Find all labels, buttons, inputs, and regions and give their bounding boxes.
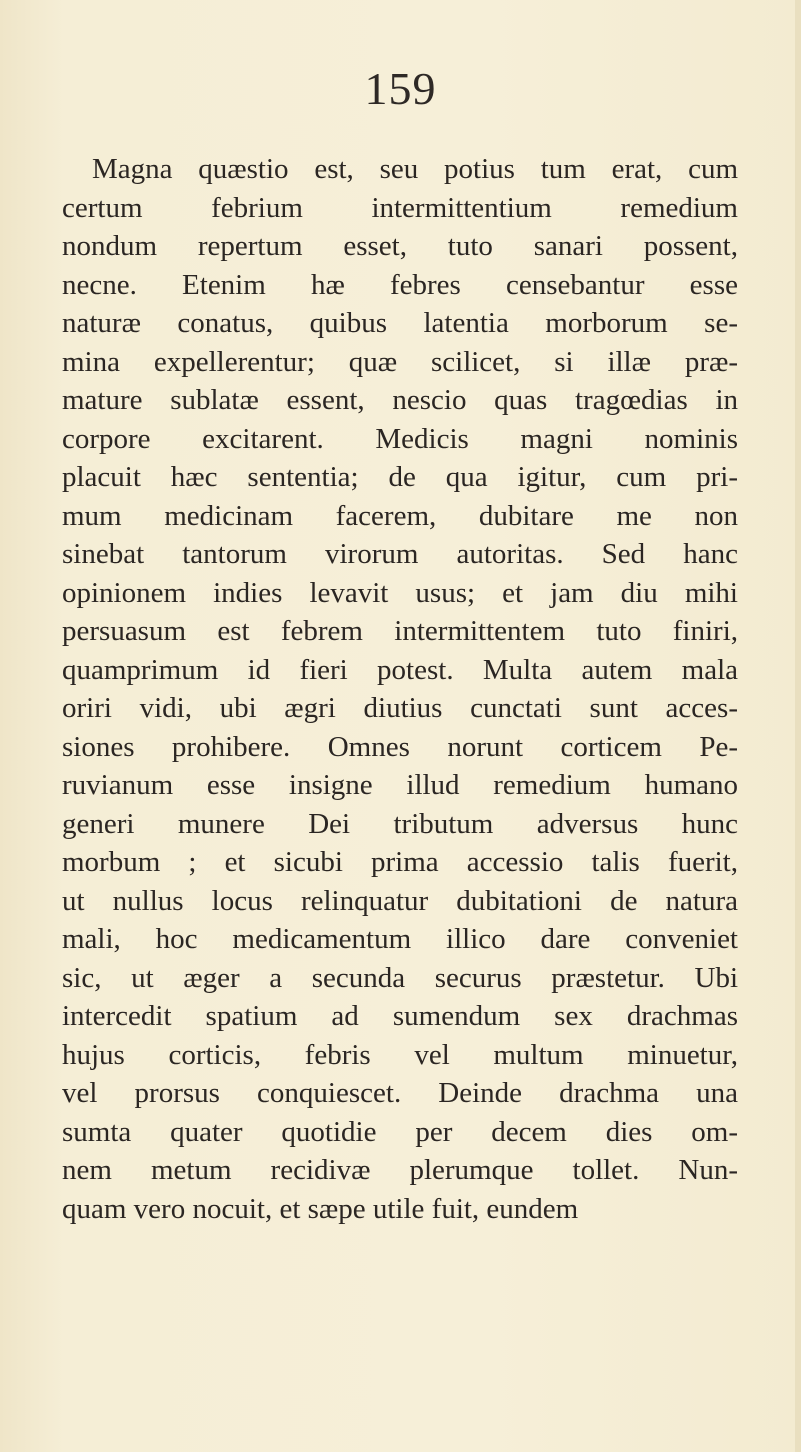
text-line: mum medicinam facerem, dubitare me non [62, 499, 738, 532]
text-line: naturæ conatus, quibus latentia morborum se- [62, 307, 738, 339]
text-line: certum febrium intermittentium remedium [62, 191, 738, 224]
text-line: quamprimum id fieri potest. Multa autem mala [62, 653, 738, 686]
text-line: mina expellerentur; quæ scilicet, si illæ præ- [62, 345, 738, 378]
text-line: sumta quater quotidie per decem dies om- [62, 1115, 738, 1148]
text-line: vel prorsus conquiescet. Deinde drachma una [62, 1077, 738, 1109]
text-line: siones prohibere. Omnes norunt corticem Pe- [62, 730, 738, 763]
text-line: opinionem indies levavit usus; et jam diu mihi [62, 576, 738, 609]
text-line: oriri vidi, ubi ægri diutius cunctati sunt acces- [62, 692, 738, 724]
text-line: ruvianum esse insigne illud remedium humano [62, 769, 738, 801]
text-line: intercedit spatium ad sumendum sex drachmas [62, 1000, 738, 1032]
body-paragraph [62, 150, 738, 1228]
text-line: sic, ut æger a secunda securus præstetur. Ubi [62, 961, 738, 994]
text-line: ut nullus locus relinquatur dubitationi de natura [62, 884, 738, 917]
text-line: Magna quæstio est, seu potius tum erat, cum [92, 153, 738, 185]
text-line: necne. Etenim hæ febres censebantur esse [62, 268, 738, 301]
text-line: generi munere Dei tributum adversus hunc [62, 807, 738, 840]
page-number: 159 [364, 63, 437, 114]
text-line: morbum ; et sicubi prima accessio talis fuerit, [62, 846, 738, 878]
text-line: nondum repertum esset, tuto sanari possent, [62, 230, 738, 262]
text-line: persuasum est febrem intermittentem tuto finiri, [62, 615, 738, 647]
page-edge [795, 0, 801, 1452]
text-line: mature sublatæ essent, nescio quas tragœdias in [62, 384, 738, 416]
text-line: corpore excitarent. Medicis magni nominis [62, 422, 738, 455]
text-line: placuit hæc sententia; de qua igitur, cum pri- [62, 461, 738, 493]
text-line: hujus corticis, febris vel multum minuetur, [62, 1038, 738, 1071]
text-line: nem metum recidivæ plerumque tollet. Nun- [62, 1154, 738, 1186]
text-line: quam vero nocuit, et sæpe utile fuit, eundem [62, 1192, 579, 1225]
text-line: sinebat tantorum virorum autoritas. Sed hanc [62, 538, 738, 570]
text-line: mali, hoc medicamentum illico dare conveniet [62, 923, 738, 955]
